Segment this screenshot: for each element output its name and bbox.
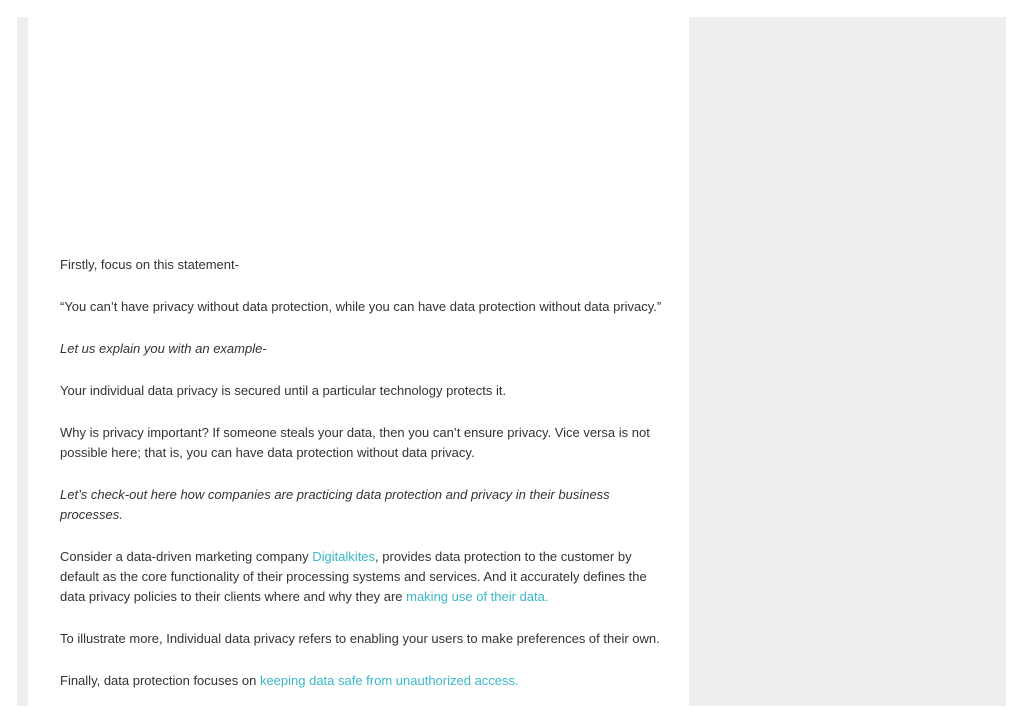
digitalkites-link[interactable]: Digitalkites (312, 549, 376, 564)
keeping-data-safe-link[interactable]: keeping data safe from unauthorized access. (259, 673, 519, 688)
paragraph-individual-privacy: Your individual data privacy is secured until a particular technology protects it. (60, 383, 507, 398)
paragraph-digitalkites (60, 547, 670, 607)
paragraph-illustrate: To illustrate more, Individual data privacy refers to enabling your users to make preferences of their own. (60, 631, 660, 646)
text-segment: Finally, data protection focuses on (60, 673, 260, 688)
paragraph-example-intro: Let us explain you with an example- (60, 341, 267, 356)
left-rail (17, 17, 28, 706)
paragraph-why-privacy: Why is privacy important? If someone steals your data, then you can’t ensure privacy. Vice versa is not possible here; that is, you can have data protection without data privacy. (60, 425, 650, 460)
paragraph-companies: Let’s check-out here how companies are practicing data protection and privacy in their business processes. (60, 487, 610, 522)
sidebar-panel (689, 17, 1006, 706)
paragraph-quote: “You can’t have privacy without data protection, while you can have data protection without data privacy.” (60, 299, 662, 314)
paragraph-finally (60, 671, 670, 691)
making-use-of-data-link[interactable]: making use of their data. (406, 589, 549, 604)
article-body (60, 255, 670, 713)
text-segment: , provides data protection to the customer by default as the core functionality of their processing systems and services. And it accurately defines the data privacy policies to their clients where and why they are (60, 549, 647, 604)
paragraph-intro: Firstly, focus on this statement- (60, 257, 239, 272)
text-segment: Consider a data-driven marketing company (60, 549, 313, 564)
